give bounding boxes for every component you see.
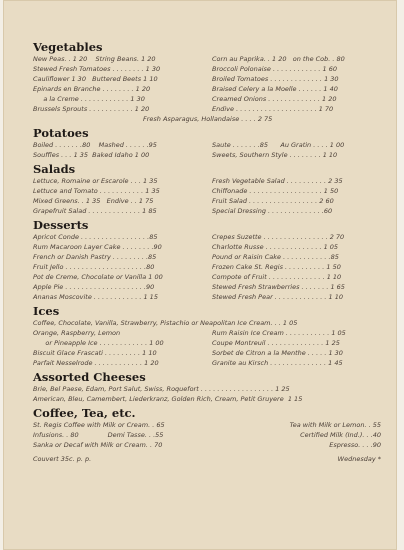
menu-line: Brussels Sprouts . . . . . . . . . . . 1 20 [33, 105, 150, 113]
day-label: Wednesday * [337, 455, 381, 463]
menu-footer [33, 454, 381, 464]
menu-line: Broccoli Polonaise . . . . . . . . . . . . 1 60 [212, 65, 338, 73]
menu-line: French or Danish Pastry . . . . . . . . .85 [33, 253, 157, 261]
menu-line: Pot de Creme, Chocolate or Vanilla 1 00 [33, 273, 163, 281]
section-coffee [33, 406, 381, 450]
menu-line: Coupe Montreuil . . . . . . . . . . . . . . 1 25 [212, 339, 340, 347]
section-title: Assorted Cheeses [33, 370, 146, 384]
menu-line: Sanka or Decaf with Milk or Cream. . 70 [33, 441, 163, 449]
salads-right-column [212, 176, 381, 216]
menu-line: or Pineapple Ice . . . . . . . . . . . . 1 00 [33, 339, 164, 347]
menu-line: Charlotte Russe . . . . . . . . . . . . . . 1 05 [212, 243, 339, 251]
section-ices [33, 304, 381, 368]
menu-line: Fresh Vegetable Salad . . . . . . . . . . 2 35 [212, 177, 343, 185]
vegetables-left-column [33, 54, 202, 114]
potatoes-left-column [33, 140, 202, 160]
desserts-left-column [33, 232, 202, 302]
menu-line-wide: American, Bleu, Camembert, Liederkranz, Golden Rich, Cream, Petit Gruyere 1 15 [33, 395, 303, 403]
ices-right-column [212, 328, 381, 368]
menu-line: Frozen Cake St. Regis . . . . . . . . . . 1 50 [212, 263, 341, 271]
menu-line: Certified Milk (Ind.). . .40 [300, 431, 381, 439]
vegetables-right-column [212, 54, 381, 114]
desserts-right-column [212, 232, 381, 302]
menu-line: Endive . . . . . . . . . . . . . . . . . . . . 1 70 [212, 105, 334, 113]
section-vegetables [33, 40, 381, 124]
menu-line: Mixed Greens. . 1 35 Endive . . 1 75 [33, 197, 154, 205]
menu-line: Braised Celery a la Moelle . . . . . . 1 40 [212, 85, 338, 93]
desserts-columns [33, 232, 381, 302]
menu-line: Apple Pie . . . . . . . . . . . . . . . . . . . .90 [33, 283, 155, 291]
section-cheeses [33, 370, 381, 404]
menu-line: Biscuit Glace Frascati . . . . . . . . . 1 10 [33, 349, 157, 357]
menu-line: Sweets, Southern Style . . . . . . . . 1 10 [212, 151, 338, 159]
menu-line: Stewed Fresh Strawberries . . . . . . . 1 65 [212, 283, 345, 291]
section-desserts [33, 218, 381, 302]
coffee-right-column [212, 420, 381, 450]
menu-line: Stewed Fresh Pear . . . . . . . . . . . . . 1 10 [212, 293, 343, 301]
menu-line: New Peas. . 1 20 String Beans. 1 20 [33, 55, 156, 63]
menu-line: Rum Macaroon Layer Cake . . . . . . . .90 [33, 243, 162, 251]
menu-line: Corn au Paprika. . 1 20 on the Cob. . 80 [212, 55, 345, 63]
section-title: Ices [33, 304, 60, 318]
menu-line: St. Regis Coffee with Milk or Cream. . 65 [33, 421, 165, 429]
menu-line: Cauliflower 1 30 Buttered Beets 1 10 [33, 75, 158, 83]
menu-line-wide: Coffee, Chocolate, Vanilla, Strawberry, Pistachio or Neapolitan Ice Cream. . . 1 05 [33, 319, 298, 327]
section-title: Coffee, Tea, etc. [33, 406, 136, 420]
menu-line-wide: Brie, Bel Paese, Edam, Port Salut, Swiss, Roquefort . . . . . . . . . . . . . . . . . . 1 25 [33, 385, 290, 393]
menu-line: Parfait Nesselrode . . . . . . . . . . . . 1 20 [33, 359, 159, 367]
menu-line: Sorbet de Citron a la Menthe . . . . . 1 30 [212, 349, 343, 357]
section-title: Desserts [33, 218, 89, 232]
menu-line: Souffles . . . 1 35 Baked Idaho 1 00 [33, 151, 150, 159]
menu-page [3, 0, 397, 550]
couvert-note: Couvert 35c. p. p. [33, 455, 92, 463]
menu-line: Ananas Moscovite . . . . . . . . . . . . 1 15 [33, 293, 158, 301]
menu-line: Espresso. . . .90 [329, 441, 381, 449]
coffee-columns [33, 420, 381, 450]
menu-line: Grapefruit Salad . . . . . . . . . . . . . 1 85 [33, 207, 157, 215]
potatoes-columns [33, 140, 381, 160]
ices-left-column [33, 328, 202, 368]
menu-line: Stewed Fresh Tomatoes . . . . . . . . 1 30 [33, 65, 161, 73]
menu-line: Creamed Onions . . . . . . . . . . . . . 1 20 [212, 95, 337, 103]
menu-line: Epinards en Branche . . . . . . . . 1 20 [33, 85, 151, 93]
menu-line: Special Dressing . . . . . . . . . . . . . .60 [212, 207, 333, 215]
menu-line: Boiled . . . . . . .80 Mashed . . . . . .95 [33, 141, 157, 149]
menu-line: Lettuce, Romaine or Escarole . . . 1 35 [33, 177, 158, 185]
section-title: Vegetables [33, 40, 103, 54]
menu-line: Broiled Tomatoes . . . . . . . . . . . . . 1 30 [212, 75, 339, 83]
section-salads [33, 162, 381, 216]
salads-columns [33, 176, 381, 216]
ices-columns [33, 328, 381, 368]
menu-line: Fruit Salad . . . . . . . . . . . . . . . . . 2 60 [212, 197, 334, 205]
menu-line-centered: Fresh Asparagus, Hollandaise . . . . 2 75 [143, 115, 273, 123]
menu-line: Lettuce and Tomato . . . . . . . . . . . 1 35 [33, 187, 160, 195]
coffee-left-column [33, 420, 202, 450]
menu-line: Pound or Raisin Cake . . . . . . . . . . . .85 [212, 253, 339, 261]
menu-line: Granite au Kirsch . . . . . . . . . . . . . . 1 45 [212, 359, 343, 367]
section-potatoes [33, 126, 381, 160]
menu-line: Infusions. . 80 Demi Tasse. . .55 [33, 431, 164, 439]
salads-left-column [33, 176, 202, 216]
menu-line: Crepes Suzette . . . . . . . . . . . . . . . . 2 70 [212, 233, 345, 241]
menu-line: Orange, Raspberry, Lemon [33, 329, 121, 337]
menu-line: Compote of Fruit . . . . . . . . . . . . . . 1 10 [212, 273, 342, 281]
menu-line: Apricot Conde . . . . . . . . . . . . . . . . .85 [33, 233, 158, 241]
menu-line: Fruit Jello . . . . . . . . . . . . . . . . . . . .80 [33, 263, 155, 271]
menu-line: a la Creme . . . . . . . . . . . . 1 30 [33, 95, 145, 103]
section-title: Potatoes [33, 126, 89, 140]
menu-line: Saute . . . . . . .85 Au Gratin . . . . 1 00 [212, 141, 345, 149]
potatoes-right-column [212, 140, 381, 160]
section-title: Salads [33, 162, 76, 176]
menu-line: Chiffonade . . . . . . . . . . . . . . . . . . 1 50 [212, 187, 339, 195]
menu-line: Rum Raisin Ice Cream . . . . . . . . . . . 1 05 [212, 329, 346, 337]
menu-line: Tea with Milk or Lemon. . 55 [289, 421, 381, 429]
menu-content [33, 40, 381, 464]
vegetables-columns [33, 54, 381, 114]
